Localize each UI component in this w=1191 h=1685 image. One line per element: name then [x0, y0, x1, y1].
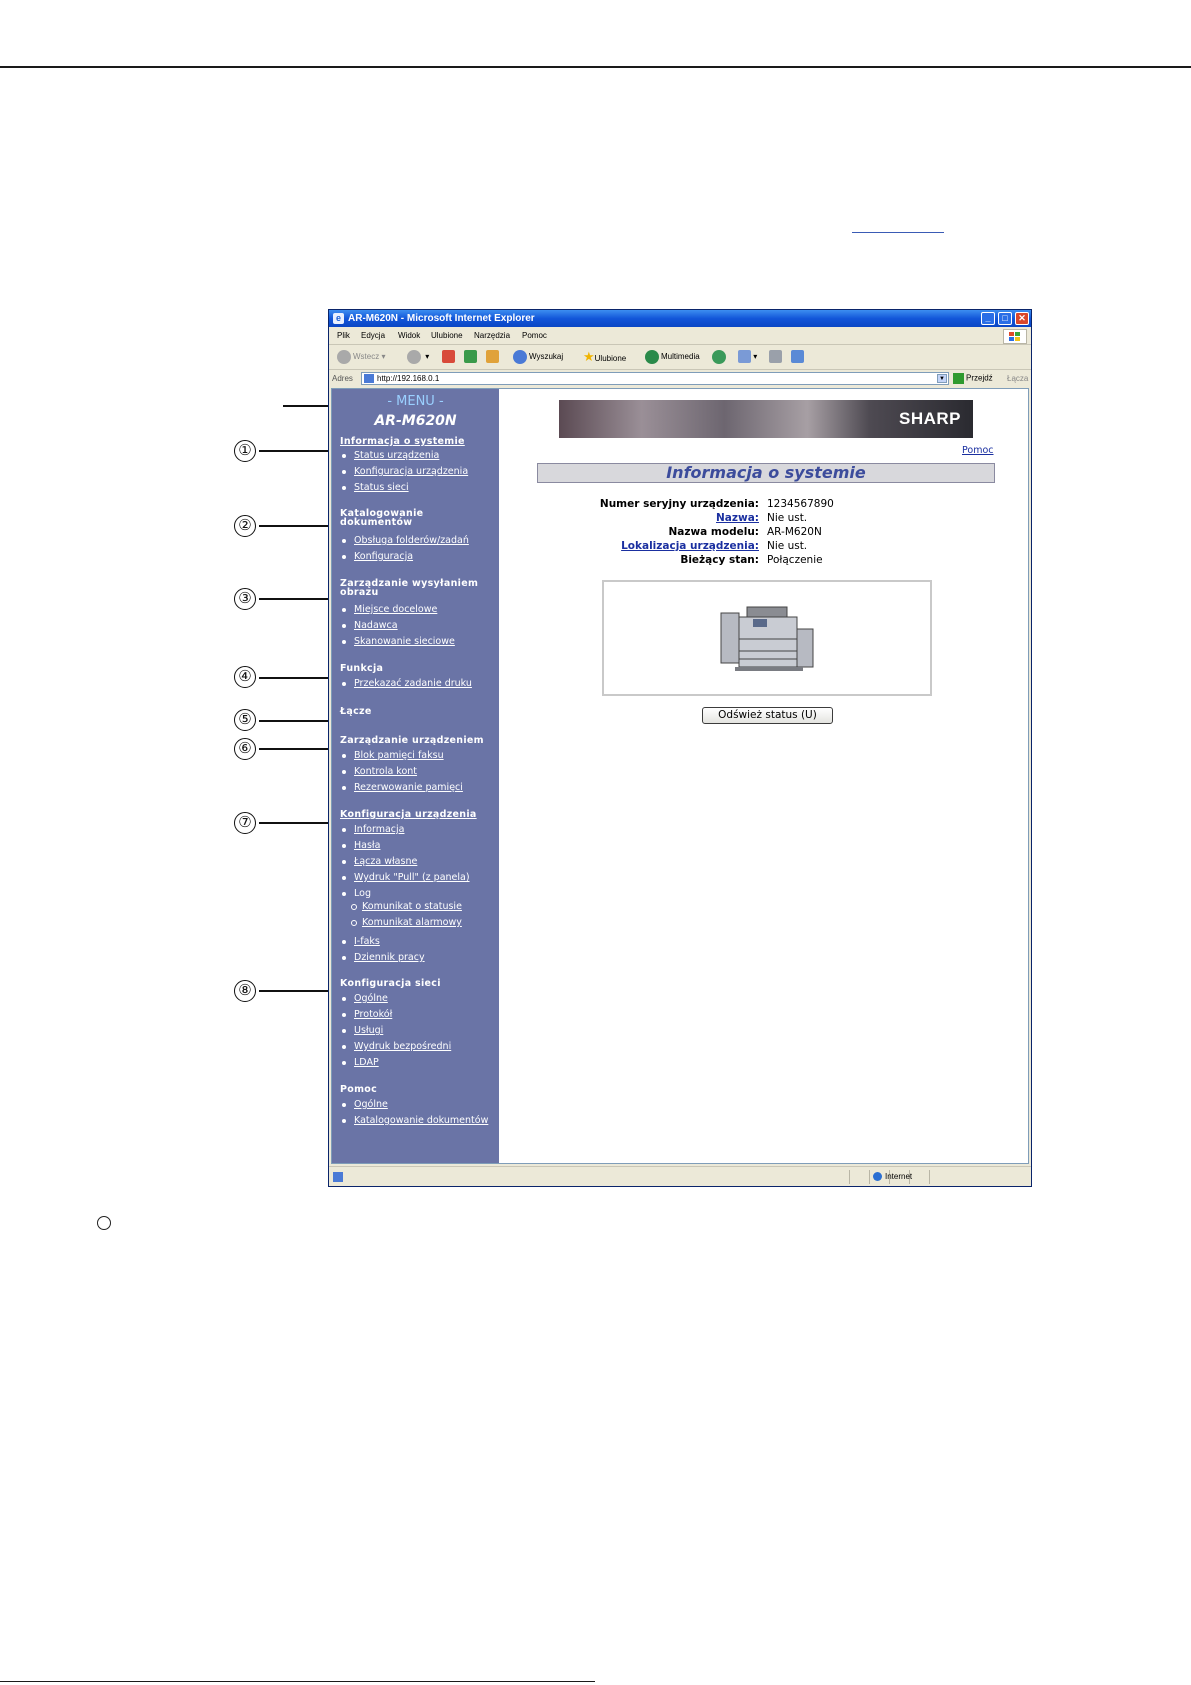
sidebar-item-services[interactable]: Usługi — [342, 1025, 383, 1036]
sidebar-item-log: Log — [342, 888, 371, 899]
sidebar-heading-link: Łącze — [340, 706, 372, 717]
refresh-status-button[interactable]: Odśwież status (U) — [702, 707, 833, 724]
footer-rule — [0, 1681, 595, 1682]
sidebar-item-status-message[interactable]: Komunikat o statusie — [351, 901, 462, 912]
close-icon[interactable]: ✕ — [1015, 312, 1029, 325]
sidebar-item-direct-print[interactable]: Wydruk bezpośredni — [342, 1041, 451, 1052]
stop-icon — [442, 350, 455, 363]
model-label: Nazwa modelu: — [668, 526, 759, 538]
copier-image — [717, 599, 817, 679]
sidebar-item-sender[interactable]: Nadawca — [342, 620, 398, 631]
location-link[interactable]: Lokalizacja urządzenia: — [621, 540, 759, 552]
sidebar-item-system-info[interactable]: Informacja o systemie — [340, 436, 465, 447]
page-status-icon — [333, 1172, 343, 1182]
callout-line-1 — [259, 450, 339, 452]
callout-3: ③ — [234, 588, 256, 610]
address-label: Adres — [332, 374, 353, 383]
menu-favorites[interactable]: Ulubione — [431, 331, 463, 340]
window-title: AR-M620N - Microsoft Internet Explorer — [348, 313, 535, 324]
go-arrow-icon — [953, 373, 964, 384]
device-image-frame — [602, 580, 932, 696]
sidebar-item-network-status[interactable]: Status sieci — [342, 482, 409, 493]
sidebar-item-ifax[interactable]: I-faks — [342, 936, 380, 947]
model-title: AR-M620N — [374, 413, 457, 429]
menu-title: - MENU - — [387, 394, 444, 409]
address-bar — [329, 370, 1031, 388]
title-bar — [329, 310, 1031, 327]
page-viewport — [331, 388, 1029, 1164]
links-label[interactable]: Łącza — [1007, 374, 1029, 383]
callout-line-8 — [259, 990, 339, 992]
globe-icon — [873, 1172, 882, 1181]
page-icon — [364, 374, 374, 383]
media-icon — [645, 350, 659, 364]
sidebar-heading-device-mgmt: Zarządzanie urządzeniem — [340, 735, 484, 746]
forward-arrow-icon — [407, 350, 421, 364]
minimize-icon[interactable]: _ — [981, 312, 995, 325]
menu-file[interactable]: Plik — [337, 331, 350, 340]
sidebar-item-account-control[interactable]: Kontrola kont — [342, 766, 417, 777]
sidebar-item-net-general[interactable]: Ogólne — [342, 993, 388, 1004]
callout-8: ⑧ — [234, 980, 256, 1002]
name-value: Nie ust. — [767, 512, 808, 524]
sidebar-item-memory-reserve[interactable]: Rezerwowanie pamięci — [342, 782, 463, 793]
sidebar-heading-catalog: Katalogowanie — [340, 508, 424, 519]
sidebar-item-ldap[interactable]: LDAP — [342, 1057, 379, 1068]
ie-icon: e — [333, 313, 344, 324]
sidebar-item-protocol[interactable]: Protokół — [342, 1009, 392, 1020]
stop-button[interactable] — [442, 350, 455, 364]
status-bar — [329, 1166, 1031, 1187]
sidebar-heading-network-config: Konfiguracja sieci — [340, 978, 441, 989]
sidebar-item-network-scan[interactable]: Skanowanie sieciowe — [342, 636, 455, 647]
sidebar-item-device-status[interactable]: Status urządzenia — [342, 450, 439, 461]
edit-button[interactable] — [791, 350, 804, 364]
cross-reference-underline — [852, 232, 944, 233]
header-rule — [0, 66, 1191, 68]
mail-icon — [738, 350, 751, 363]
menu-bar — [329, 327, 1031, 345]
sidebar-item-device-config[interactable]: Konfiguracja urządzenia — [342, 466, 468, 477]
chevron-down-icon[interactable]: ▼ — [937, 374, 947, 383]
home-button[interactable] — [486, 350, 499, 364]
state-label: Bieżący stan: — [680, 554, 759, 566]
callout-line-5 — [259, 720, 339, 722]
refresh-page-button[interactable] — [464, 350, 477, 364]
address-value: http://192.168.0.1 — [377, 374, 440, 383]
sidebar-menu — [332, 389, 499, 1163]
zone-indicator: Internet — [873, 1172, 912, 1181]
sidebar-heading-help: Pomoc — [340, 1084, 378, 1095]
callout-7: ⑦ — [234, 812, 256, 834]
windows-flag-icon — [1003, 329, 1027, 344]
sidebar-item-custom-links[interactable]: Łącza własne — [342, 856, 417, 867]
history-button[interactable] — [712, 350, 728, 364]
callout-6: ⑥ — [234, 738, 256, 760]
page-title: Informacja o systemie — [537, 463, 995, 483]
home-icon — [486, 350, 499, 363]
sidebar-item-information[interactable]: Informacja — [342, 824, 404, 835]
sidebar-item-destination[interactable]: Miejsce docelowe — [342, 604, 437, 615]
favorites-button[interactable]: ★Ulubione — [583, 349, 627, 364]
menu-edit[interactable]: Edycja — [361, 331, 386, 340]
sidebar-heading-function: Funkcja — [340, 663, 384, 674]
sidebar-item-job-log[interactable]: Dziennik pracy — [342, 952, 425, 963]
history-icon — [712, 350, 726, 364]
callout-line-3 — [259, 598, 339, 600]
menu-tools[interactable]: Narzędzia — [474, 331, 511, 340]
browser-window — [328, 309, 1032, 1187]
back-arrow-icon — [337, 350, 351, 364]
sidebar-item-alarm-message[interactable]: Komunikat alarmowy — [351, 917, 462, 928]
sidebar-item-fax-memory[interactable]: Blok pamięci faksu — [342, 750, 444, 761]
sidebar-item-folders-jobs[interactable]: Obsługa folderów/zadań — [342, 535, 469, 546]
help-link[interactable]: Pomoc — [962, 445, 994, 456]
sidebar-heading-catalog-2: dokumentów — [340, 517, 413, 528]
sidebar-item-pull-print[interactable]: Wydruk "Pull" (z panela) — [342, 872, 470, 883]
sidebar-heading-image-send: Zarządzanie wysyłaniem — [340, 578, 479, 589]
callout-line-2 — [259, 525, 339, 527]
callout-2: ② — [234, 515, 256, 537]
callout-1: ① — [234, 440, 256, 462]
callout-line-4 — [259, 677, 339, 679]
media-button[interactable]: Multimedia — [645, 350, 700, 364]
main-content — [499, 389, 1028, 1163]
go-button[interactable]: Przejdź — [953, 373, 993, 384]
callout-line-6 — [259, 748, 339, 750]
sharp-logo: SHARP — [898, 409, 961, 428]
sidebar-item-passwords[interactable]: Hasła — [342, 840, 380, 851]
serial-value: 1234567890 — [767, 498, 834, 510]
state-value: Połączenie — [767, 554, 823, 566]
note-bullet-icon — [97, 1216, 111, 1230]
sidebar-item-help-general[interactable]: Ogólne — [342, 1099, 388, 1110]
callout-line-7 — [259, 822, 339, 824]
sidebar-item-catalog-config[interactable]: Konfiguracja — [342, 551, 413, 562]
sidebar-item-help-catalog[interactable]: Katalogowanie dokumentów — [342, 1115, 488, 1126]
serial-label: Numer seryjny urządzenia: — [599, 498, 759, 510]
menu-view[interactable]: Widok — [398, 331, 421, 340]
model-value: AR-M620N — [767, 526, 822, 538]
toolbar — [329, 345, 1031, 370]
sidebar-heading-image-send-2: obrazu — [340, 587, 379, 598]
print-button[interactable] — [769, 350, 782, 364]
callout-4: ④ — [234, 666, 256, 688]
search-icon — [513, 350, 527, 364]
sidebar-item-device-configuration[interactable]: Konfiguracja urządzenia — [340, 809, 477, 820]
star-icon: ★ — [583, 349, 595, 364]
print-icon — [769, 350, 782, 363]
search-button[interactable]: Wyszukaj — [513, 350, 563, 364]
name-link[interactable]: Nazwa: — [716, 512, 759, 524]
address-input[interactable] — [361, 372, 949, 385]
forward-button[interactable]: ▾ — [407, 350, 429, 364]
callout-5: ⑤ — [234, 709, 256, 731]
location-value: Nie ust. — [767, 540, 808, 552]
mail-button[interactable]: ▾ — [738, 350, 757, 364]
sharp-banner — [559, 400, 973, 438]
refresh-icon — [464, 350, 477, 363]
menu-help[interactable]: Pomoc — [522, 331, 547, 340]
back-button[interactable]: Wstecz ▾ — [337, 350, 385, 364]
edit-icon — [791, 350, 804, 363]
maximize-icon[interactable]: □ — [998, 312, 1012, 325]
sidebar-item-print-job[interactable]: Przekazać zadanie druku — [342, 678, 472, 689]
